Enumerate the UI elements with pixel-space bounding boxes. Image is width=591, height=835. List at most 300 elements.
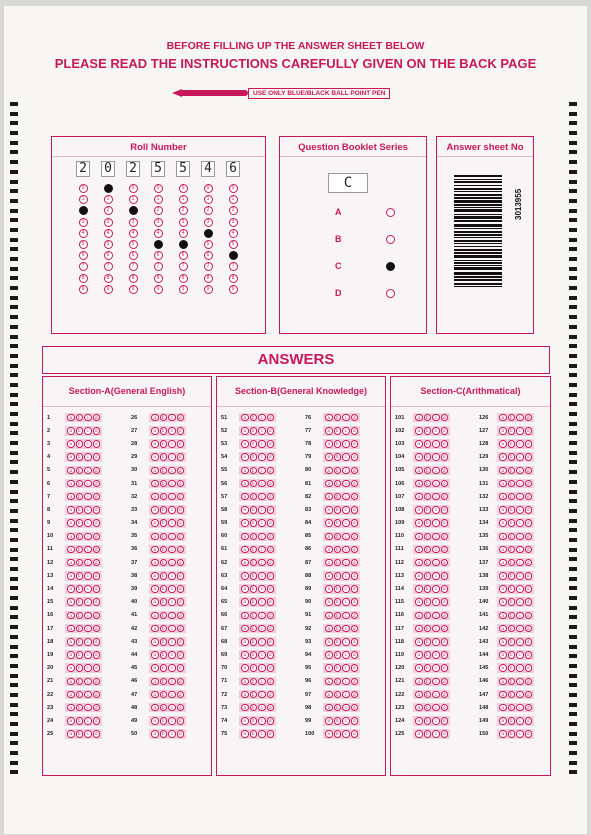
answer-bubble[interactable]: b xyxy=(424,691,432,699)
answer-bubble[interactable]: a xyxy=(325,651,333,659)
answer-bubble[interactable]: c xyxy=(84,598,92,606)
answer-bubble[interactable]: a xyxy=(151,572,159,580)
answer-bubble[interactable]: b xyxy=(334,493,342,501)
answer-bubble[interactable]: b xyxy=(76,678,84,686)
answer-bubble[interactable]: d xyxy=(351,730,359,738)
answer-bubble[interactable]: b xyxy=(424,453,432,461)
answer-bubble[interactable]: a xyxy=(499,427,507,435)
answer-bubble[interactable]: d xyxy=(351,625,359,633)
answer-bubble[interactable]: c xyxy=(342,651,350,659)
answer-bubble[interactable]: b xyxy=(76,638,84,646)
answer-bubble[interactable]: d xyxy=(177,480,185,488)
answer-bubble[interactable]: a xyxy=(415,533,423,541)
answer-bubble[interactable]: c xyxy=(342,585,350,593)
answer-bubble[interactable]: d xyxy=(441,638,449,646)
answer-bubble[interactable]: a xyxy=(499,638,507,646)
answer-bubble[interactable]: d xyxy=(177,730,185,738)
answer-bubble[interactable]: a xyxy=(67,546,75,554)
answer-bubble[interactable]: b xyxy=(160,625,168,633)
answer-bubble[interactable]: c xyxy=(342,730,350,738)
answer-bubble[interactable]: d xyxy=(525,519,533,527)
answer-bubble[interactable]: d xyxy=(177,414,185,422)
answer-bubble[interactable]: a xyxy=(325,467,333,475)
answer-bubble[interactable]: c xyxy=(258,572,266,580)
answer-bubble[interactable]: b xyxy=(424,480,432,488)
answer-bubble[interactable]: a xyxy=(325,427,333,435)
answer-bubble[interactable]: d xyxy=(351,467,359,475)
answer-bubble[interactable]: c xyxy=(342,625,350,633)
answer-bubble[interactable]: d xyxy=(441,704,449,712)
answer-bubble[interactable]: d xyxy=(351,612,359,620)
answer-bubble[interactable]: b xyxy=(250,704,258,712)
answer-bubble[interactable]: c xyxy=(432,453,440,461)
answer-bubble[interactable]: d xyxy=(525,651,533,659)
answer-bubble[interactable]: b xyxy=(334,678,342,686)
answer-bubble[interactable]: b xyxy=(250,546,258,554)
answer-bubble[interactable]: c xyxy=(516,506,524,514)
answer-bubble[interactable]: a xyxy=(241,612,249,620)
answer-bubble[interactable]: c xyxy=(84,427,92,435)
answer-bubble[interactable]: d xyxy=(351,453,359,461)
answer-bubble[interactable]: a xyxy=(499,467,507,475)
answer-bubble[interactable]: b xyxy=(508,664,516,672)
answer-bubble[interactable]: b xyxy=(160,638,168,646)
answer-bubble[interactable]: d xyxy=(441,612,449,620)
answer-bubble[interactable]: c xyxy=(432,664,440,672)
answer-bubble[interactable]: a xyxy=(415,519,423,527)
answer-bubble[interactable]: a xyxy=(151,678,159,686)
answer-bubble[interactable]: d xyxy=(351,427,359,435)
roll-bubble[interactable]: 1 xyxy=(179,195,188,204)
answer-bubble[interactable]: b xyxy=(160,519,168,527)
roll-bubble[interactable]: 7 xyxy=(179,262,188,271)
answer-bubble[interactable]: a xyxy=(325,480,333,488)
answer-bubble[interactable]: c xyxy=(342,519,350,527)
answer-bubble[interactable]: a xyxy=(241,546,249,554)
answer-bubble[interactable]: b xyxy=(334,519,342,527)
answer-bubble[interactable]: b xyxy=(160,598,168,606)
answer-bubble[interactable]: c xyxy=(432,572,440,580)
answer-bubble[interactable]: a xyxy=(325,440,333,448)
answer-bubble[interactable]: b xyxy=(250,717,258,725)
answer-bubble[interactable]: d xyxy=(93,559,101,567)
answer-bubble[interactable]: a xyxy=(415,612,423,620)
answer-bubble[interactable]: a xyxy=(151,598,159,606)
answer-bubble[interactable]: d xyxy=(525,704,533,712)
roll-bubble[interactable]: 0 xyxy=(104,184,113,193)
answer-bubble[interactable]: b xyxy=(424,717,432,725)
answer-bubble[interactable]: c xyxy=(84,691,92,699)
roll-bubble[interactable]: 0 xyxy=(229,184,238,193)
answer-bubble[interactable]: a xyxy=(499,717,507,725)
answer-bubble[interactable]: a xyxy=(151,612,159,620)
answer-bubble[interactable]: c xyxy=(342,493,350,501)
answer-bubble[interactable]: a xyxy=(151,467,159,475)
answer-bubble[interactable]: d xyxy=(93,533,101,541)
answer-bubble[interactable]: c xyxy=(84,651,92,659)
answer-bubble[interactable]: d xyxy=(267,598,275,606)
answer-bubble[interactable]: a xyxy=(499,519,507,527)
answer-bubble[interactable]: c xyxy=(258,480,266,488)
answer-bubble[interactable]: c xyxy=(258,533,266,541)
answer-bubble[interactable]: b xyxy=(334,691,342,699)
answer-bubble[interactable]: c xyxy=(342,546,350,554)
answer-bubble[interactable]: a xyxy=(325,612,333,620)
answer-bubble[interactable]: c xyxy=(432,519,440,527)
answer-bubble[interactable]: d xyxy=(351,414,359,422)
answer-bubble[interactable]: b xyxy=(508,546,516,554)
answer-bubble[interactable]: a xyxy=(499,612,507,620)
answer-bubble[interactable]: c xyxy=(168,427,176,435)
answer-bubble[interactable]: c xyxy=(168,414,176,422)
roll-bubble[interactable]: 6 xyxy=(204,251,213,260)
answer-bubble[interactable]: b xyxy=(76,612,84,620)
answer-bubble[interactable]: b xyxy=(160,506,168,514)
answer-bubble[interactable]: d xyxy=(267,414,275,422)
answer-bubble[interactable]: a xyxy=(67,493,75,501)
answer-bubble[interactable]: a xyxy=(415,427,423,435)
answer-bubble[interactable]: c xyxy=(258,625,266,633)
answer-bubble[interactable]: a xyxy=(67,664,75,672)
answer-bubble[interactable]: b xyxy=(250,440,258,448)
answer-bubble[interactable]: d xyxy=(351,598,359,606)
answer-bubble[interactable]: b xyxy=(508,651,516,659)
answer-bubble[interactable]: a xyxy=(415,546,423,554)
roll-bubble[interactable]: 6 xyxy=(104,251,113,260)
answer-bubble[interactable]: d xyxy=(93,664,101,672)
answer-bubble[interactable]: c xyxy=(168,598,176,606)
answer-bubble[interactable]: b xyxy=(160,691,168,699)
answer-bubble[interactable]: a xyxy=(241,691,249,699)
answer-bubble[interactable]: d xyxy=(351,704,359,712)
answer-bubble[interactable]: d xyxy=(351,559,359,567)
answer-bubble[interactable]: b xyxy=(250,598,258,606)
answer-bubble[interactable]: c xyxy=(84,625,92,633)
answer-bubble[interactable]: a xyxy=(325,717,333,725)
answer-bubble[interactable]: c xyxy=(258,704,266,712)
answer-bubble[interactable]: a xyxy=(67,533,75,541)
answer-bubble[interactable]: b xyxy=(508,427,516,435)
answer-bubble[interactable]: b xyxy=(160,572,168,580)
answer-bubble[interactable]: d xyxy=(93,519,101,527)
answer-bubble[interactable]: a xyxy=(151,493,159,501)
answer-bubble[interactable]: a xyxy=(415,585,423,593)
answer-bubble[interactable]: c xyxy=(516,559,524,567)
answer-bubble[interactable]: b xyxy=(424,651,432,659)
answer-bubble[interactable]: d xyxy=(177,598,185,606)
booklet-option-row[interactable] xyxy=(335,234,395,244)
answer-bubble[interactable]: c xyxy=(516,467,524,475)
answer-bubble[interactable]: a xyxy=(67,612,75,620)
roll-bubble[interactable]: 6 xyxy=(129,251,138,260)
answer-bubble[interactable]: b xyxy=(424,559,432,567)
roll-bubble[interactable]: 4 xyxy=(79,229,88,238)
answer-bubble[interactable]: c xyxy=(516,533,524,541)
answer-bubble[interactable]: d xyxy=(441,440,449,448)
answer-bubble[interactable]: a xyxy=(151,717,159,725)
answer-bubble[interactable]: b xyxy=(160,533,168,541)
answer-bubble[interactable]: b xyxy=(424,493,432,501)
answer-bubble[interactable]: c xyxy=(516,519,524,527)
roll-bubble[interactable]: 2 xyxy=(204,206,213,215)
booklet-option-row[interactable] xyxy=(335,207,395,217)
answer-bubble[interactable]: b xyxy=(250,612,258,620)
answer-bubble[interactable]: c xyxy=(84,678,92,686)
answer-bubble[interactable]: d xyxy=(267,678,275,686)
answer-bubble[interactable]: b xyxy=(76,598,84,606)
answer-bubble[interactable]: c xyxy=(432,585,440,593)
answer-bubble[interactable]: c xyxy=(516,493,524,501)
answer-bubble[interactable]: b xyxy=(334,612,342,620)
answer-bubble[interactable]: a xyxy=(151,506,159,514)
answer-bubble[interactable]: d xyxy=(93,453,101,461)
answer-bubble[interactable]: c xyxy=(84,664,92,672)
answer-bubble[interactable]: b xyxy=(424,704,432,712)
answer-bubble[interactable]: c xyxy=(258,519,266,527)
answer-bubble[interactable]: b xyxy=(508,440,516,448)
roll-bubble[interactable]: 5 xyxy=(204,240,213,249)
roll-bubble[interactable]: 9 xyxy=(79,285,88,294)
answer-bubble[interactable]: d xyxy=(441,533,449,541)
answer-bubble[interactable]: b xyxy=(250,585,258,593)
answer-bubble[interactable]: b xyxy=(160,480,168,488)
answer-bubble[interactable]: c xyxy=(168,480,176,488)
answer-bubble[interactable]: d xyxy=(177,519,185,527)
answer-bubble[interactable]: b xyxy=(334,559,342,567)
answer-bubble[interactable]: d xyxy=(177,533,185,541)
answer-bubble[interactable]: b xyxy=(160,678,168,686)
roll-bubble[interactable]: 5 xyxy=(154,240,163,249)
roll-bubble[interactable]: 4 xyxy=(154,229,163,238)
answer-bubble[interactable]: d xyxy=(351,519,359,527)
roll-digit[interactable]: 6 xyxy=(226,161,240,177)
answer-bubble[interactable]: a xyxy=(241,704,249,712)
answer-bubble[interactable]: d xyxy=(351,546,359,554)
roll-bubble[interactable]: 8 xyxy=(79,274,88,283)
answer-bubble[interactable]: a xyxy=(241,519,249,527)
answer-bubble[interactable]: d xyxy=(93,546,101,554)
answer-bubble[interactable]: a xyxy=(499,704,507,712)
answer-bubble[interactable]: a xyxy=(499,506,507,514)
answer-bubble[interactable]: d xyxy=(441,717,449,725)
roll-bubble[interactable]: 7 xyxy=(154,262,163,271)
answer-bubble[interactable]: d xyxy=(177,440,185,448)
answer-bubble[interactable]: b xyxy=(424,546,432,554)
answer-bubble[interactable]: b xyxy=(508,678,516,686)
answer-bubble[interactable]: d xyxy=(351,506,359,514)
answer-bubble[interactable]: b xyxy=(250,638,258,646)
roll-bubble[interactable]: 4 xyxy=(104,229,113,238)
roll-bubble[interactable]: 3 xyxy=(104,218,113,227)
answer-bubble[interactable]: c xyxy=(258,467,266,475)
answer-bubble[interactable]: c xyxy=(84,467,92,475)
answer-bubble[interactable]: d xyxy=(267,585,275,593)
answer-bubble[interactable]: a xyxy=(241,664,249,672)
answer-bubble[interactable]: c xyxy=(432,493,440,501)
roll-digit[interactable]: 0 xyxy=(101,161,115,177)
answer-bubble[interactable]: c xyxy=(258,493,266,501)
answer-bubble[interactable]: a xyxy=(67,427,75,435)
answer-bubble[interactable]: b xyxy=(508,559,516,567)
answer-bubble[interactable]: a xyxy=(499,730,507,738)
answer-bubble[interactable]: a xyxy=(151,664,159,672)
answer-bubble[interactable]: d xyxy=(93,704,101,712)
answer-bubble[interactable]: b xyxy=(76,572,84,580)
answer-bubble[interactable]: b xyxy=(334,717,342,725)
answer-bubble[interactable]: b xyxy=(76,440,84,448)
roll-bubble[interactable]: 5 xyxy=(79,240,88,249)
answer-bubble[interactable]: c xyxy=(516,546,524,554)
answer-bubble[interactable]: d xyxy=(177,506,185,514)
answer-bubble[interactable]: a xyxy=(415,453,423,461)
answer-bubble[interactable]: b xyxy=(76,559,84,567)
answer-bubble[interactable]: a xyxy=(325,664,333,672)
answer-bubble[interactable]: c xyxy=(432,691,440,699)
answer-bubble[interactable]: c xyxy=(342,598,350,606)
answer-bubble[interactable]: c xyxy=(84,559,92,567)
answer-bubble[interactable]: a xyxy=(151,453,159,461)
answer-bubble[interactable]: c xyxy=(432,427,440,435)
answer-bubble[interactable]: c xyxy=(342,506,350,514)
answer-bubble[interactable]: c xyxy=(342,467,350,475)
answer-bubble[interactable]: b xyxy=(160,559,168,567)
roll-digit[interactable]: 5 xyxy=(151,161,165,177)
answer-bubble[interactable]: a xyxy=(67,519,75,527)
answer-bubble[interactable]: b xyxy=(334,572,342,580)
answer-bubble[interactable]: a xyxy=(151,638,159,646)
answer-bubble[interactable]: d xyxy=(177,664,185,672)
roll-digit[interactable]: 5 xyxy=(176,161,190,177)
answer-bubble[interactable]: b xyxy=(334,427,342,435)
answer-bubble[interactable]: a xyxy=(499,625,507,633)
answer-bubble[interactable]: a xyxy=(499,598,507,606)
booklet-option-bubble[interactable] xyxy=(386,262,395,271)
answer-bubble[interactable]: b xyxy=(250,559,258,567)
answer-bubble[interactable]: c xyxy=(84,717,92,725)
roll-bubble[interactable]: 2 xyxy=(129,206,138,215)
answer-bubble[interactable]: c xyxy=(258,546,266,554)
answer-bubble[interactable]: d xyxy=(177,638,185,646)
answer-bubble[interactable]: a xyxy=(325,625,333,633)
answer-bubble[interactable]: c xyxy=(168,651,176,659)
answer-bubble[interactable]: d xyxy=(93,638,101,646)
answer-bubble[interactable]: d xyxy=(351,651,359,659)
answer-bubble[interactable]: b xyxy=(76,506,84,514)
roll-bubble[interactable]: 5 xyxy=(179,240,188,249)
answer-bubble[interactable]: d xyxy=(525,572,533,580)
answer-bubble[interactable]: d xyxy=(267,559,275,567)
answer-bubble[interactable]: c xyxy=(432,625,440,633)
roll-bubble[interactable]: 4 xyxy=(204,229,213,238)
answer-bubble[interactable]: a xyxy=(67,480,75,488)
answer-bubble[interactable]: b xyxy=(508,691,516,699)
answer-bubble[interactable]: b xyxy=(334,585,342,593)
answer-bubble[interactable]: d xyxy=(525,664,533,672)
answer-bubble[interactable]: c xyxy=(84,585,92,593)
roll-bubble[interactable]: 3 xyxy=(79,218,88,227)
answer-bubble[interactable]: c xyxy=(342,717,350,725)
answer-bubble[interactable]: c xyxy=(516,717,524,725)
answer-bubble[interactable]: b xyxy=(160,467,168,475)
answer-bubble[interactable]: d xyxy=(351,717,359,725)
answer-bubble[interactable]: c xyxy=(516,585,524,593)
answer-bubble[interactable]: b xyxy=(424,678,432,686)
answer-bubble[interactable]: c xyxy=(258,691,266,699)
answer-bubble[interactable]: b xyxy=(76,427,84,435)
answer-bubble[interactable]: b xyxy=(508,480,516,488)
answer-bubble[interactable]: a xyxy=(325,493,333,501)
answer-bubble[interactable]: c xyxy=(432,533,440,541)
answer-bubble[interactable]: a xyxy=(151,519,159,527)
answer-bubble[interactable]: d xyxy=(441,678,449,686)
roll-digit[interactable]: 4 xyxy=(201,161,215,177)
answer-bubble[interactable]: d xyxy=(525,440,533,448)
answer-bubble[interactable]: a xyxy=(67,559,75,567)
answer-bubble[interactable]: d xyxy=(441,467,449,475)
answer-bubble[interactable]: d xyxy=(525,730,533,738)
answer-bubble[interactable]: b xyxy=(334,506,342,514)
answer-bubble[interactable]: b xyxy=(334,625,342,633)
answer-bubble[interactable]: b xyxy=(508,717,516,725)
answer-bubble[interactable]: d xyxy=(177,493,185,501)
answer-bubble[interactable]: c xyxy=(516,664,524,672)
roll-bubble[interactable]: 7 xyxy=(79,262,88,271)
answer-bubble[interactable]: c xyxy=(258,427,266,435)
answer-bubble[interactable]: c xyxy=(342,440,350,448)
answer-bubble[interactable]: d xyxy=(177,704,185,712)
answer-bubble[interactable]: c xyxy=(168,638,176,646)
answer-bubble[interactable]: c xyxy=(342,612,350,620)
answer-bubble[interactable]: b xyxy=(76,533,84,541)
answer-bubble[interactable]: c xyxy=(84,440,92,448)
roll-bubble[interactable]: 3 xyxy=(204,218,213,227)
answer-bubble[interactable]: c xyxy=(168,678,176,686)
answer-bubble[interactable]: c xyxy=(432,717,440,725)
answer-bubble[interactable]: a xyxy=(67,414,75,422)
answer-bubble[interactable]: d xyxy=(525,467,533,475)
roll-bubble[interactable]: 0 xyxy=(204,184,213,193)
answer-bubble[interactable]: a xyxy=(151,625,159,633)
answer-bubble[interactable]: a xyxy=(499,453,507,461)
answer-bubble[interactable]: a xyxy=(415,440,423,448)
answer-bubble[interactable]: d xyxy=(177,572,185,580)
answer-bubble[interactable]: c xyxy=(342,572,350,580)
answer-bubble[interactable]: c xyxy=(516,453,524,461)
answer-bubble[interactable]: d xyxy=(525,678,533,686)
answer-bubble[interactable]: a xyxy=(151,651,159,659)
answer-bubble[interactable]: c xyxy=(168,493,176,501)
answer-bubble[interactable]: d xyxy=(525,414,533,422)
answer-bubble[interactable]: b xyxy=(334,480,342,488)
answer-bubble[interactable]: d xyxy=(525,717,533,725)
answer-bubble[interactable]: c xyxy=(516,691,524,699)
answer-bubble[interactable]: c xyxy=(168,704,176,712)
roll-bubble[interactable]: 3 xyxy=(229,218,238,227)
answer-bubble[interactable]: c xyxy=(168,467,176,475)
roll-bubble[interactable]: 5 xyxy=(229,240,238,249)
answer-bubble[interactable]: d xyxy=(93,427,101,435)
roll-bubble[interactable]: 8 xyxy=(129,274,138,283)
answer-bubble[interactable]: b xyxy=(508,730,516,738)
answer-bubble[interactable]: c xyxy=(516,612,524,620)
answer-bubble[interactable]: c xyxy=(84,519,92,527)
booklet-option-row[interactable] xyxy=(335,261,395,271)
answer-bubble[interactable]: d xyxy=(351,585,359,593)
answer-bubble[interactable]: c xyxy=(516,678,524,686)
answer-bubble[interactable]: d xyxy=(93,612,101,620)
answer-bubble[interactable]: c xyxy=(168,612,176,620)
answer-bubble[interactable]: a xyxy=(241,467,249,475)
